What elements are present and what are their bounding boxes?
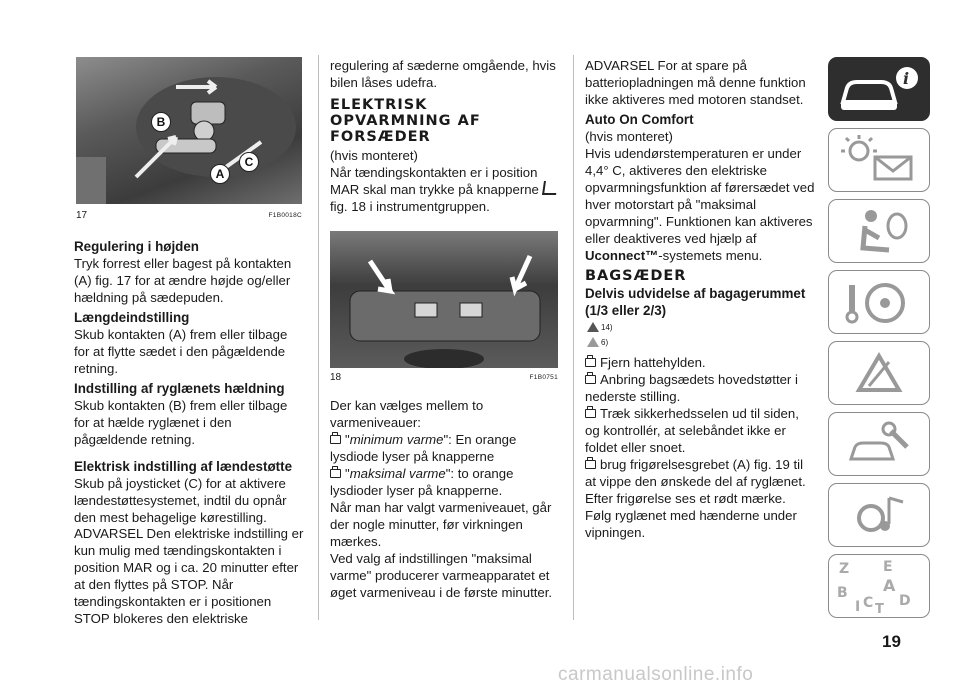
heading-lumbar-adjust: Elektrisk indstilling af lændestøtte (74, 459, 293, 474)
paragraph-auto-on (585, 145, 817, 264)
paragraph-if-fitted: (hvis monteret) (585, 129, 673, 144)
figure-code: F1B0751 (529, 374, 558, 381)
callout-c: C (239, 152, 259, 172)
bullet-seatbelt (585, 405, 817, 456)
bullet-text: Anbring bagsædets hovedstøtter i nederste stilling. (585, 372, 798, 404)
index-letter: B (837, 585, 848, 601)
heading-auto-on-comfort: Auto On Comfort (585, 112, 694, 127)
airbag-seat-icon (829, 200, 929, 262)
quote-open: " (345, 466, 350, 481)
paragraph-two-levels: Der kan vælges mellem to varmeniveauer: (330, 398, 484, 430)
paragraph-length-adjust: Skub kontakten (A) frem eller tilbage for at flytte sædet i den pågældende retning. (74, 327, 288, 376)
tab-safety[interactable] (828, 199, 930, 263)
figure-number: 18 (330, 372, 342, 383)
section-heading-seat-heating: ELEKTRISK OPVARMNING AF FORSÆDER (330, 97, 481, 145)
paragraph-backrest-adjust: Skub kontakten (B) frem eller tilbage for at hælde ryglænet i den pågældende retning. (74, 398, 288, 447)
figure-17-caption (76, 210, 302, 221)
minimum-heat-label: minimum varme (349, 432, 444, 447)
warning-ref-text: 14) (601, 322, 613, 332)
hazard-triangle-icon (829, 342, 929, 404)
paragraph-lumbar-adjust: Skub på joysticket (C) for at aktivere lændestøttesystemet, indtil du opnår den mest behagelige kørestilling. (74, 476, 287, 525)
paragraph-delay: Når man har valgt varmeniveauet, går der nogle minutter, før virkningen mærkes. (330, 500, 552, 549)
tab-car-info[interactable] (828, 57, 930, 121)
bullet-text: Fjern hattehylden. (600, 355, 706, 370)
index-letter: A (883, 576, 896, 595)
tab-starting-driving[interactable] (828, 270, 930, 334)
index-letter: C (863, 595, 874, 611)
warning-ref-6 (587, 337, 608, 347)
heading-partial-extension: Delvis udvidelse af bagagerummet (1/3 eller 2/3) (585, 286, 806, 318)
bullet-minimum-heat (330, 431, 562, 465)
heading-backrest-adjust: Indstilling af ryglænets hældning (74, 381, 285, 396)
index-letters-icon (829, 555, 929, 617)
minimum-heat-text: ": En orange lysdiode lyser på knapperne (330, 432, 517, 464)
warning-ref-14 (587, 322, 613, 332)
tab-warning-lights[interactable] (828, 128, 930, 192)
paragraph-continued: regulering af sæderne omgående, hvis bilen låses udefra. (330, 58, 556, 90)
ignition-text: Når tændingskontakten er i position MAR skal man trykke på knapperne (330, 165, 539, 197)
column-divider-1 (318, 55, 319, 620)
bullet-icon (330, 435, 341, 444)
wrench-car-icon (829, 413, 929, 475)
bullet-icon (585, 409, 596, 418)
warning-ref-text: 6) (601, 337, 609, 347)
seat-controls-illustration (76, 57, 302, 204)
paragraph-max-heat: Ved valg af indstillingen "maksimal varme" producerer varmeapparatet et øget varmeniveau i de første minutter. (330, 551, 553, 600)
bullet-text: Træk sikkerhedsselen ud til siden, og kontrollér, at selebåndet ikke er foldet eller snoet. (585, 406, 799, 455)
bullet-maximum-heat (330, 465, 562, 499)
tab-index[interactable] (828, 554, 930, 618)
figure-17-seat-controls (76, 57, 302, 204)
index-letter: E (883, 559, 893, 575)
watermark: carmanualsonline.info (558, 664, 754, 685)
callout-b: B (151, 112, 171, 132)
bullet-icon (585, 358, 596, 367)
quote-open: " (345, 432, 350, 447)
warning-triangle-icon (587, 322, 599, 332)
tab-multimedia[interactable] (828, 483, 930, 547)
uconnect-brand: Uconnect™ (585, 248, 659, 263)
paragraph-battery-warning: ADVARSEL For at spare på batteriopladningen må denne funktion ikke aktiveres med motoren standset. (585, 58, 806, 107)
svg-text:i: i (903, 69, 910, 88)
paragraph-height-adjust: Tryk forrest eller bagest på kontakten (A) fig. 17 for at ændre højde og/eller hældning på sædepuden. (74, 256, 292, 305)
maximum-heat-label: maksimal varme (349, 466, 446, 481)
figure-18-dashboard-buttons (330, 231, 558, 368)
bullet-icon (585, 460, 596, 469)
tab-emergency[interactable] (828, 341, 930, 405)
heading-length-adjust: Længdeindstilling (74, 310, 190, 325)
tab-maintenance[interactable] (828, 412, 930, 476)
page-number: 19 (882, 632, 901, 651)
bullet-release-lever (585, 456, 817, 490)
figure-reference: fig. 18 i instrumentgruppen. (330, 199, 490, 214)
warning-lights-icon (829, 129, 929, 191)
bullet-headrests (585, 371, 817, 405)
figure-18-caption (330, 372, 558, 383)
info-triangle-icon (587, 337, 599, 347)
callout-a: A (210, 164, 230, 184)
paragraph-warning: ADVARSEL Den elektriske indstilling er kun mulig med tændingskontakten i position MAR og i ca. 20 minutter efter at den flyttes på STOP. Når tændingskontakten er i positionen STOP blokeres den elektriske (74, 526, 304, 626)
heater-buttons-illustration (330, 231, 558, 368)
bullet-icon (330, 469, 341, 478)
bullet-remove-shelf (585, 354, 817, 371)
section-heading-rear-seats: BAGSÆDER (585, 268, 687, 284)
auto-on-text: Hvis udendørstemperaturen er under 4,4° C, aktiveres den elektriske opvarmningsfunktion af førersædet ved hver motorstart på "maksimal opvarmning". Funktionen kan aktiveres eller deaktiveres ved hjælp af (585, 146, 815, 246)
heading-height-adjust: Regulering i højden (74, 239, 199, 254)
figure-number: 17 (76, 210, 88, 221)
maximum-heat-text: ": to orange lysdioder lyser på knapperne. (330, 466, 514, 498)
column-divider-2 (573, 55, 574, 620)
paragraph-ignition (330, 164, 562, 215)
index-letter: T (875, 602, 884, 617)
paragraph-if-fitted: (hvis monteret) (330, 148, 418, 163)
steering-key-icon (829, 271, 929, 333)
index-letter: D (899, 593, 911, 609)
paragraph-follow-backrest: Følg ryglænet med hænderne under vipningen. (585, 508, 797, 540)
auto-on-suffix: -systemets menu. (658, 248, 763, 263)
car-info-icon (829, 58, 929, 120)
bullet-icon (585, 375, 596, 384)
media-icon (829, 484, 929, 546)
paragraph-red-mark: Efter frigørelse ses et rødt mærke. (585, 491, 786, 506)
bullet-text: brug frigørelsesgrebet (A) fig. 19 til at vippe den ønskede del af ryglænet. (585, 457, 806, 489)
index-letter: Z (839, 561, 850, 577)
seat-heater-icon (542, 181, 558, 195)
figure-code: F1B0018C (268, 212, 302, 219)
index-letter: I (855, 599, 861, 615)
